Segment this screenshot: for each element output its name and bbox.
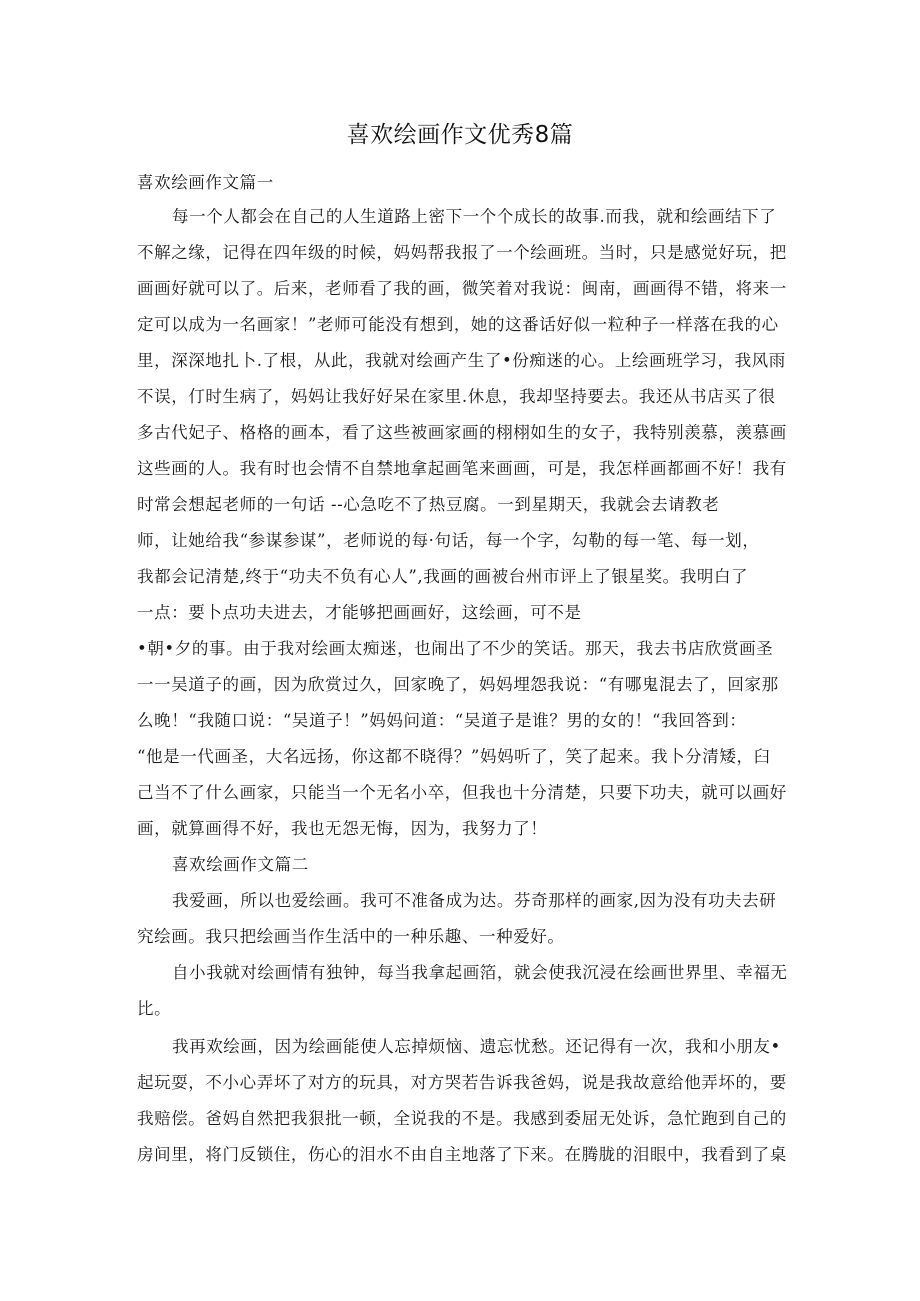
text-line: •朝•夕的事。由于我对绘画太痴迷，也闹出了不少的笑话。那天，我去书店欣赏画圣	[137, 639, 774, 658]
page-title: 喜欢绘画作文优秀8篇	[346, 122, 574, 148]
text-line: 自小我就对绘画情有独钟，每当我拿起画箔，就会使我沉浸在绘画世界里、幸福无	[172, 963, 788, 982]
section-heading-2: 喜欢绘画作文篇二	[172, 855, 309, 874]
text-line: 究绘画。我只把绘画当作生活中的一种乐趣、一种爱好。	[137, 927, 565, 946]
text-line: 不解之缘，记得在四年级的时候，妈妈帮我报了一个绘画班。当时，只是感觉好玩，把	[137, 243, 787, 262]
text-line: “他是一代画圣，大名远扬，你这都不晓得？”妈妈听了，笑了起来。我卜分清矮，臼	[137, 747, 771, 766]
text-line: 我都会记清楚,终于“功夫不负有心人”,我画的画被台州市评上了银星奖。我明白了	[137, 567, 749, 586]
text-line: 起玩耍，不小心弄坏了对方的玩具，对方哭若告诉我爸妈，说是我故意给他弄坏的，要	[137, 1073, 787, 1092]
text-line: 画画好就可以了。后来，老师看了我的画，微笑着对我说：闽南，画画得不错，将来一	[137, 279, 787, 298]
text-line: 定可以成为一名画家！”老师可能没有想到，她的这番话好似一粒种子一样落在我的心	[137, 315, 779, 334]
text-line: 我再欢绘画，因为绘画能使人忘掉烦恼、遗忘忧愁。还记得有一次，我和小朋友•	[172, 1037, 781, 1056]
text-line: 这些画的人。我有时也会情不自禁地拿起画笔来画画，可是，我怎样画都画不好！我有	[137, 459, 787, 478]
text-line: 一一吴道子的画，因为欣赏过久，回家晚了，妈妈埋怨我说：“有哪鬼混去了，回家那	[137, 675, 779, 694]
text-line: 么晚！“我随口说：“吴道子！”妈妈问道：“吴道子是谁？男的女的！“我回答到：	[137, 711, 747, 730]
text-line: 里，深深地扎卜.了根，从此，我就对绘画产生了•份痴迷的心。上绘画班学习，我风雨	[137, 351, 786, 370]
text-line: 每一个人都会在自己的人生道路上密下一个个成长的故事.而我，就和绘画结下了	[172, 207, 777, 226]
text-line: 我赔偿。爸妈自然把我狠批一顿，全说我的不是。我感到委屈无处诉，急忙跑到自己的	[137, 1109, 787, 1128]
text-line: 师，让她给我“参谋参谋”，老师说的每·句话，每一个字，勾勒的每一笔、每一划，	[137, 531, 760, 550]
text-line: 己当不了什么画家，只能当一个无名小卒，但我也十分清楚，只要下功夫，就可以画好	[137, 783, 787, 802]
section-heading-1: 喜欢绘画作文篇一	[137, 173, 274, 192]
text-line: 房间里，将门反锁住，伤心的泪水不由自主地落了下来。在腾胧的泪眼中，我看到了桌	[137, 1145, 787, 1164]
text-line: 我爱画，所以也爱绘画。我可不准备成为达。芬奇那样的画家,因为没有功夫去研	[172, 891, 777, 910]
text-line: 不误，仃时生病了，妈妈让我好好呆在家里.休息，我却坚持要去。我还从书店买了很	[137, 387, 776, 406]
text-line: 时常会想起老师的一句话 --心急吃不了热豆腐。一到星期天，我就会去请教老	[137, 495, 720, 514]
text-line: 比。	[137, 999, 172, 1018]
text-line: 多古代妃子、格格的画本，看了这些被画家画的栩栩如生的女子，我特别羡慕，羡慕画	[137, 423, 787, 442]
text-line: 画，就算画得不好，我也无怨无悔，因为，我努力了！	[137, 819, 548, 838]
text-line: 一点：要卜点功夫进去，才能够把画画好，这绘画，可不是	[137, 603, 582, 622]
